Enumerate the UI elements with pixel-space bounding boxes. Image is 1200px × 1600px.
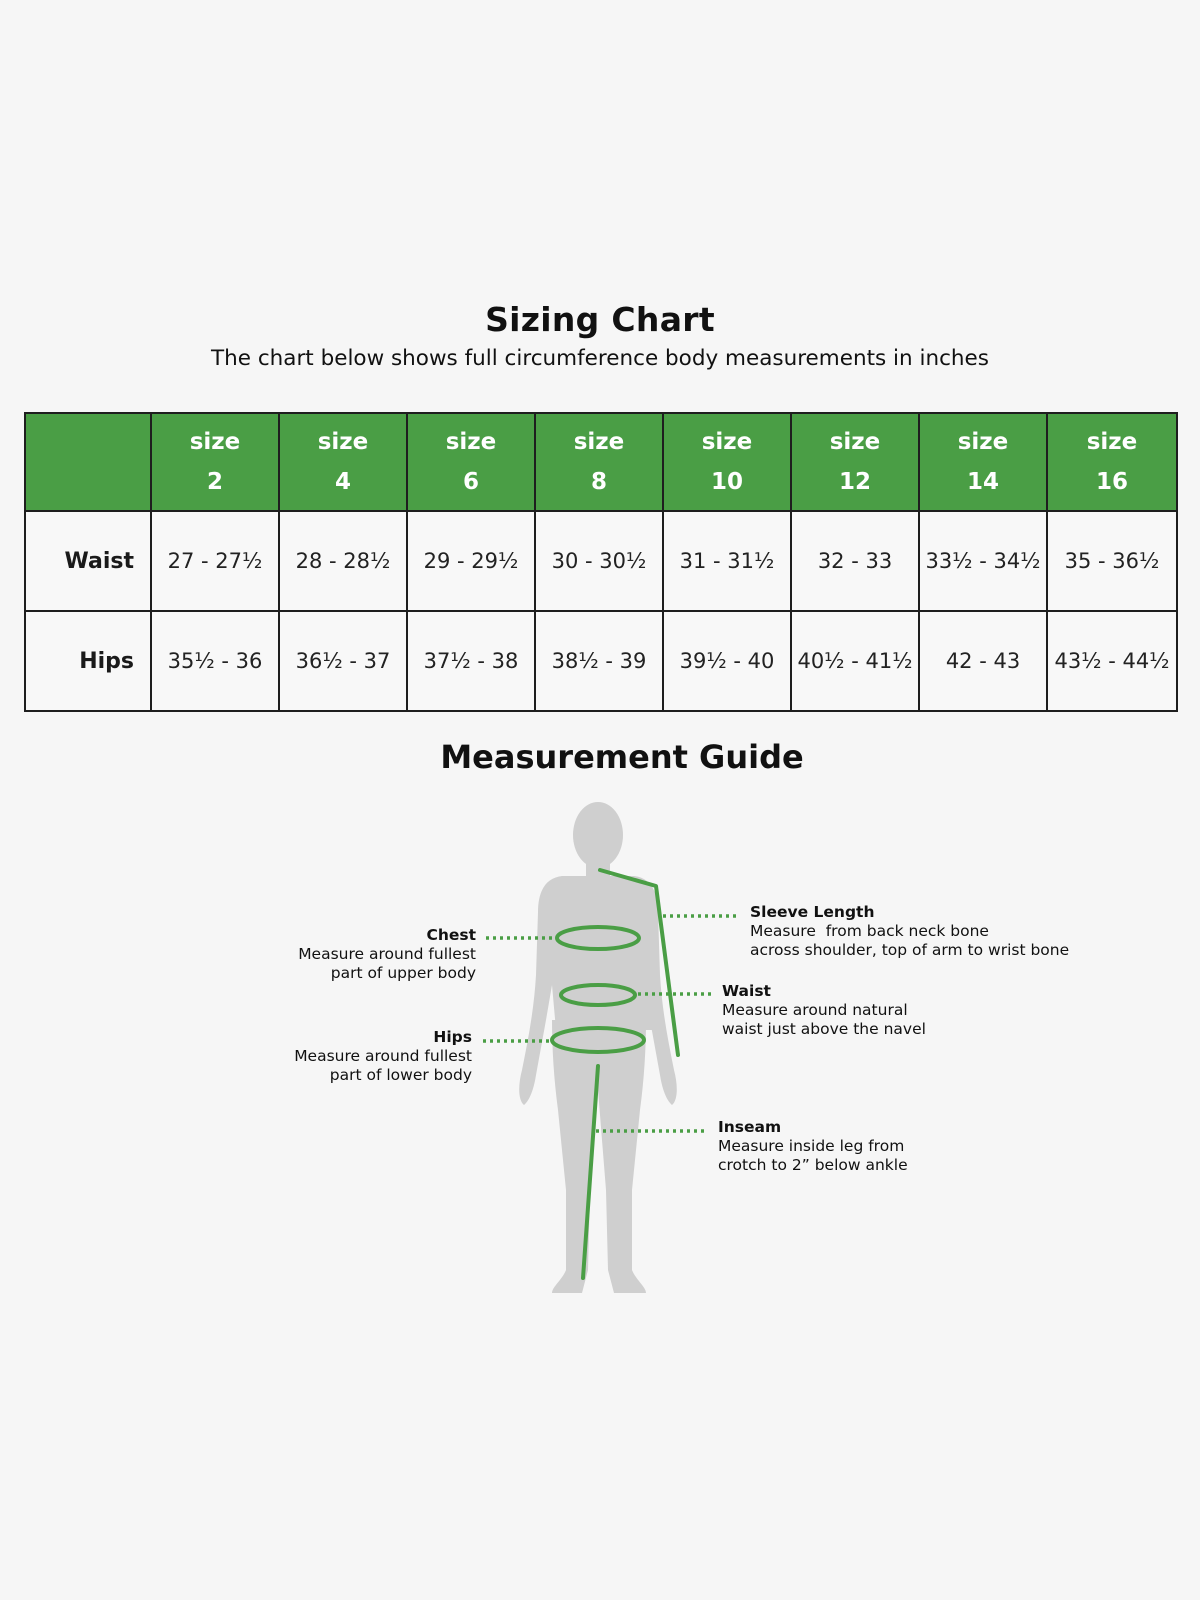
size-number: 12 xyxy=(838,469,871,495)
sleeve-description-line: across shoulder, top of arm to wrist bone xyxy=(750,941,1070,959)
table-cell: 43½ - 44½ xyxy=(1047,611,1177,711)
size-word: size xyxy=(445,429,497,455)
table-cell: 35½ - 36 xyxy=(151,611,279,711)
table-cell: 31 - 31½ xyxy=(663,511,791,611)
size-word: size xyxy=(189,429,241,455)
size-word: size xyxy=(957,429,1009,455)
inseam-label: Inseam xyxy=(718,1118,782,1136)
table-cell: 29 - 29½ xyxy=(407,511,535,611)
table-cell: 38½ - 39 xyxy=(535,611,663,711)
sleeve-length-annotation xyxy=(750,903,1069,960)
inseam-description-line: Measure inside leg from xyxy=(718,1137,905,1155)
size-number: 10 xyxy=(710,469,743,495)
page-subtitle: The chart below shows full circumference body measurements in inches xyxy=(211,346,989,371)
hips-annotation xyxy=(294,1028,472,1085)
waist-description-line: waist just above the navel xyxy=(722,1020,926,1038)
table-cell: 27 - 27½ xyxy=(151,511,279,611)
table-cell: 28 - 28½ xyxy=(279,511,407,611)
table-cell: 40½ - 41½ xyxy=(791,611,919,711)
chest-description-line: part of upper body xyxy=(330,964,476,982)
size-number: 14 xyxy=(966,469,999,495)
chest-label: Chest xyxy=(426,926,476,944)
size-word: size xyxy=(829,429,881,455)
chest-annotation xyxy=(298,926,476,983)
table-cell: 37½ - 38 xyxy=(407,611,535,711)
size-word: size xyxy=(701,429,753,455)
measurement-guide-title: Measurement Guide xyxy=(440,738,804,776)
waist-description-line: Measure around natural xyxy=(722,1001,908,1019)
inseam-annotation xyxy=(718,1118,908,1175)
hips-label: Hips xyxy=(433,1028,472,1046)
sleeve-length-label: Sleeve Length xyxy=(750,903,875,921)
row-label-hips: Hips xyxy=(25,611,151,711)
inseam-description-line: crotch to 2” below ankle xyxy=(718,1156,908,1174)
row-label-waist: Waist xyxy=(25,511,151,611)
table-cell: 35 - 36½ xyxy=(1047,511,1177,611)
chest-description-line: Measure around fullest xyxy=(298,945,476,963)
size-word: size xyxy=(1086,429,1138,455)
size-number: 4 xyxy=(334,469,351,495)
hips-description-line: Measure around fullest xyxy=(294,1047,472,1065)
size-word: size xyxy=(573,429,625,455)
table-cell: 36½ - 37 xyxy=(279,611,407,711)
table-cell: 33½ - 34½ xyxy=(919,511,1047,611)
size-number: 16 xyxy=(1095,469,1128,495)
table-cell: 32 - 33 xyxy=(791,511,919,611)
page-title: Sizing Chart xyxy=(485,300,715,339)
table-cell: 42 - 43 xyxy=(919,611,1047,711)
size-number: 2 xyxy=(206,469,223,495)
waist-label: Waist xyxy=(722,982,771,1000)
table-cell: 30 - 30½ xyxy=(535,511,663,611)
size-number: 8 xyxy=(590,469,607,495)
body-silhouette xyxy=(519,802,677,1293)
table-cell: 39½ - 40 xyxy=(663,611,791,711)
waist-annotation xyxy=(722,982,926,1039)
size-number: 6 xyxy=(462,469,479,495)
hips-description-line: part of lower body xyxy=(329,1066,472,1084)
size-word: size xyxy=(317,429,369,455)
sleeve-description-line: Measure from back neck bone xyxy=(750,922,989,940)
figure-legs xyxy=(552,1020,646,1293)
